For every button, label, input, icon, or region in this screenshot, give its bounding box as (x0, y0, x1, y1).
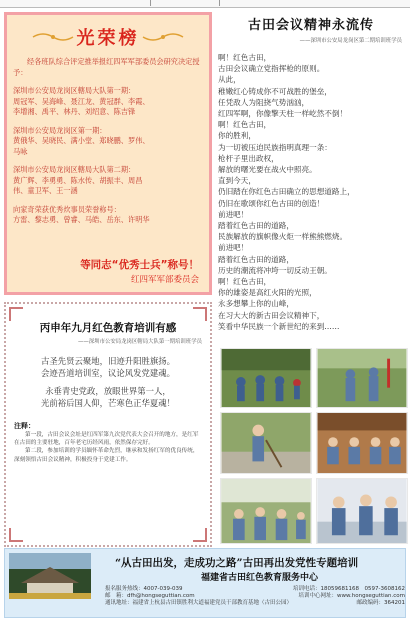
photo-grid (220, 348, 408, 544)
honor-footer (7, 258, 209, 286)
honor-group-heading: 深圳市公安局龙岗区轄局大队第二期： (13, 165, 136, 174)
honor-group-names: 李增湘、禹平、林丹、刘绍意、陈吉锋 (13, 107, 136, 116)
ornament-left-icon (31, 31, 75, 43)
poem-line: 光前裕后国人仰，芒寒色正华夏魂！ (41, 398, 175, 408)
poem-line: 古田会议确立党指挥枪的原则。 (218, 64, 325, 74)
honor-group-names: 黄俄华、吴晓民、满小堂、郑晓鹏、罗伟、 (13, 136, 150, 145)
honor-group (13, 126, 203, 158)
honor-title-row (13, 19, 203, 53)
ad-hotline: 报名服务热线：4007-039-039 (105, 586, 183, 592)
photo-group-training (220, 348, 312, 408)
poem-line: 会迹吾道培训室，议论风发党建魂。 (41, 368, 175, 378)
poem-line: 永垂青史党政，放眼世界第一人， (45, 386, 171, 396)
ad-website[interactable]: 培训中心网址：www.hongseguttian.com (298, 593, 405, 600)
honor-group (13, 165, 203, 197)
honor-group-heading: 向家奇荣获优秀炊事员荣誉称号： (13, 204, 121, 214)
poem-line: 踏着红色古田的道路， (218, 254, 294, 264)
poem-line: 从此， (218, 75, 241, 85)
honor-group-heading: 深圳市公安局龙岗区轄局大队第一期： (13, 86, 136, 95)
ad-contacts (105, 586, 405, 608)
photo-outdoor-group (220, 478, 312, 544)
poem-article (216, 12, 406, 342)
poem-line: 仍旧踏在你红色古田确立的思想道路上， (218, 187, 355, 197)
poem-line: 前进吧！ (218, 243, 249, 253)
poem-line: 你的胜利， (218, 131, 256, 141)
honor-board (4, 12, 212, 295)
ad-photo (9, 553, 91, 599)
poem-body (216, 52, 406, 332)
poem-line: 为一切被压迫民族指明真理一条： (218, 142, 332, 152)
honor-group-heading: 深圳市公安局龙岗区第一期： (13, 125, 107, 135)
poem-line: 红四军啊，你像擎天柱一样屹然不倒！ (218, 109, 348, 119)
honor-group-names: 周冠军、吴海峰、聂江龙、黄冠群、李霞、 (13, 96, 150, 106)
honor-intro: 经各班队综合评定推举报红四军军部委员会研究决定授予： (13, 57, 200, 77)
ad-phone: 培训电话：18059681168 0597-3608162 (293, 586, 405, 592)
poem-line: 古圣先贤云聚地，旧迹升阳胜旗扬。 (41, 356, 175, 366)
poem-line: 任凭敌人为阻挠气势汹汹， (218, 97, 310, 107)
corner-ornament (193, 528, 207, 542)
photo-classroom (316, 412, 408, 474)
photo-sweeping (220, 412, 312, 474)
poem-line: 历史的潮流将冲垮一切反动王朝。 (218, 265, 332, 275)
ad-headline: “从古田出发，走成功之路”古田再出发党性专题培训 (115, 557, 359, 569)
training-notes (14, 421, 202, 464)
honor-title: 光荣榜 (76, 28, 140, 49)
honor-group-names: 伟、童卫军、王一涵 (13, 186, 78, 195)
notes-paragraph: 第二段，参加培训的学员缅怀革命先烈，继承和发扬红军的优良传统，深刻领悟古田会议精神，积极投身于党建工作。 (14, 448, 199, 463)
poem-line: 直到今天， (218, 176, 256, 186)
notes-label: 注释： (14, 422, 35, 430)
ad-contact-row (105, 600, 405, 607)
poem-line: 在习大大的新古田会议精神下， (218, 310, 325, 320)
poem-line: 枪杆子里出政权， (218, 153, 279, 163)
corner-ornament (9, 307, 23, 321)
ad-organization: 福建省古田红色教育服务中心 (201, 573, 319, 583)
training-title: 丙申年九月红色教育培训有感 (39, 322, 177, 334)
photo-march (316, 348, 408, 408)
ornament-right-icon (141, 31, 185, 43)
ad-address: 通讯地址：福建省上杭县古田镇胜利大道福建党员干部教育基地（古田公园） (105, 600, 293, 607)
training-ad-banner (4, 548, 406, 618)
poem-line: 仍旧在歌颂你红色古田的创造！ (218, 198, 325, 208)
poem-line: 前进吧！ (218, 209, 249, 219)
honor-group-names: 马咏 (13, 146, 28, 156)
poem-line: 啊！红色古田， (218, 277, 272, 287)
poem-line: 稚嫩红心铸成你不可战胜的堡垒， (218, 86, 332, 96)
training-subtitle: ——深圳市公安局龙岗区轄局大队第一期培训班学员 (78, 339, 202, 345)
honor-group (13, 86, 203, 118)
training-article (4, 302, 212, 547)
corner-ornament (193, 307, 207, 321)
notes-paragraph: 第一段，古田会议会址是红四军第九次党代表大会召开的地方，是红军在古田的主要驻地，百年老宅历经风雨，依然保存完好。 (14, 432, 199, 447)
poem-line: 永多想攀上你的山峰， (218, 299, 294, 309)
poem-line: 啊！红色古田， (218, 120, 272, 130)
honor-congrats: 等同志“优秀士兵”称号！ (80, 259, 199, 271)
poem-line: 啊！红色古田， (218, 53, 272, 62)
poem-line: 解放的曙光要在战火中照亮。 (218, 165, 317, 175)
photo-salute (316, 478, 408, 544)
training-poem (14, 355, 202, 409)
ad-postcode: 邮政编码：364201 (356, 600, 405, 607)
page-top-rule (0, 0, 410, 8)
honor-group-names: 黄广辉、李勇勇、陈水传、胡振丰、周昌 (13, 175, 143, 185)
poem-subtitle: ——深圳市公安局龙岗区第二期培训班学员 (299, 38, 402, 44)
corner-ornament (9, 528, 23, 542)
page-top-tab (150, 0, 220, 6)
poem-line: 踏着红色古田的道路， (218, 221, 294, 231)
honor-group (13, 205, 203, 226)
poem-line: 民族解放的旗帜像火炬一样熊熊燃烧。 (218, 232, 348, 242)
poem-line: 你的雄姿是高红火阳的光照， (218, 288, 317, 298)
honor-signature: 红四军军部委员会 (130, 275, 199, 285)
poem-title: 古田会议精神永流传 (247, 18, 374, 33)
poem-line: 笑看中华民族一个新世纪的来到…… (218, 321, 340, 331)
honor-group-names: 方雷、黎志勇、曾睿、马皓、岳东、许明华 (13, 215, 150, 224)
ad-email[interactable]: 邮 箱：dfh@hongseguttian.com (105, 593, 195, 600)
